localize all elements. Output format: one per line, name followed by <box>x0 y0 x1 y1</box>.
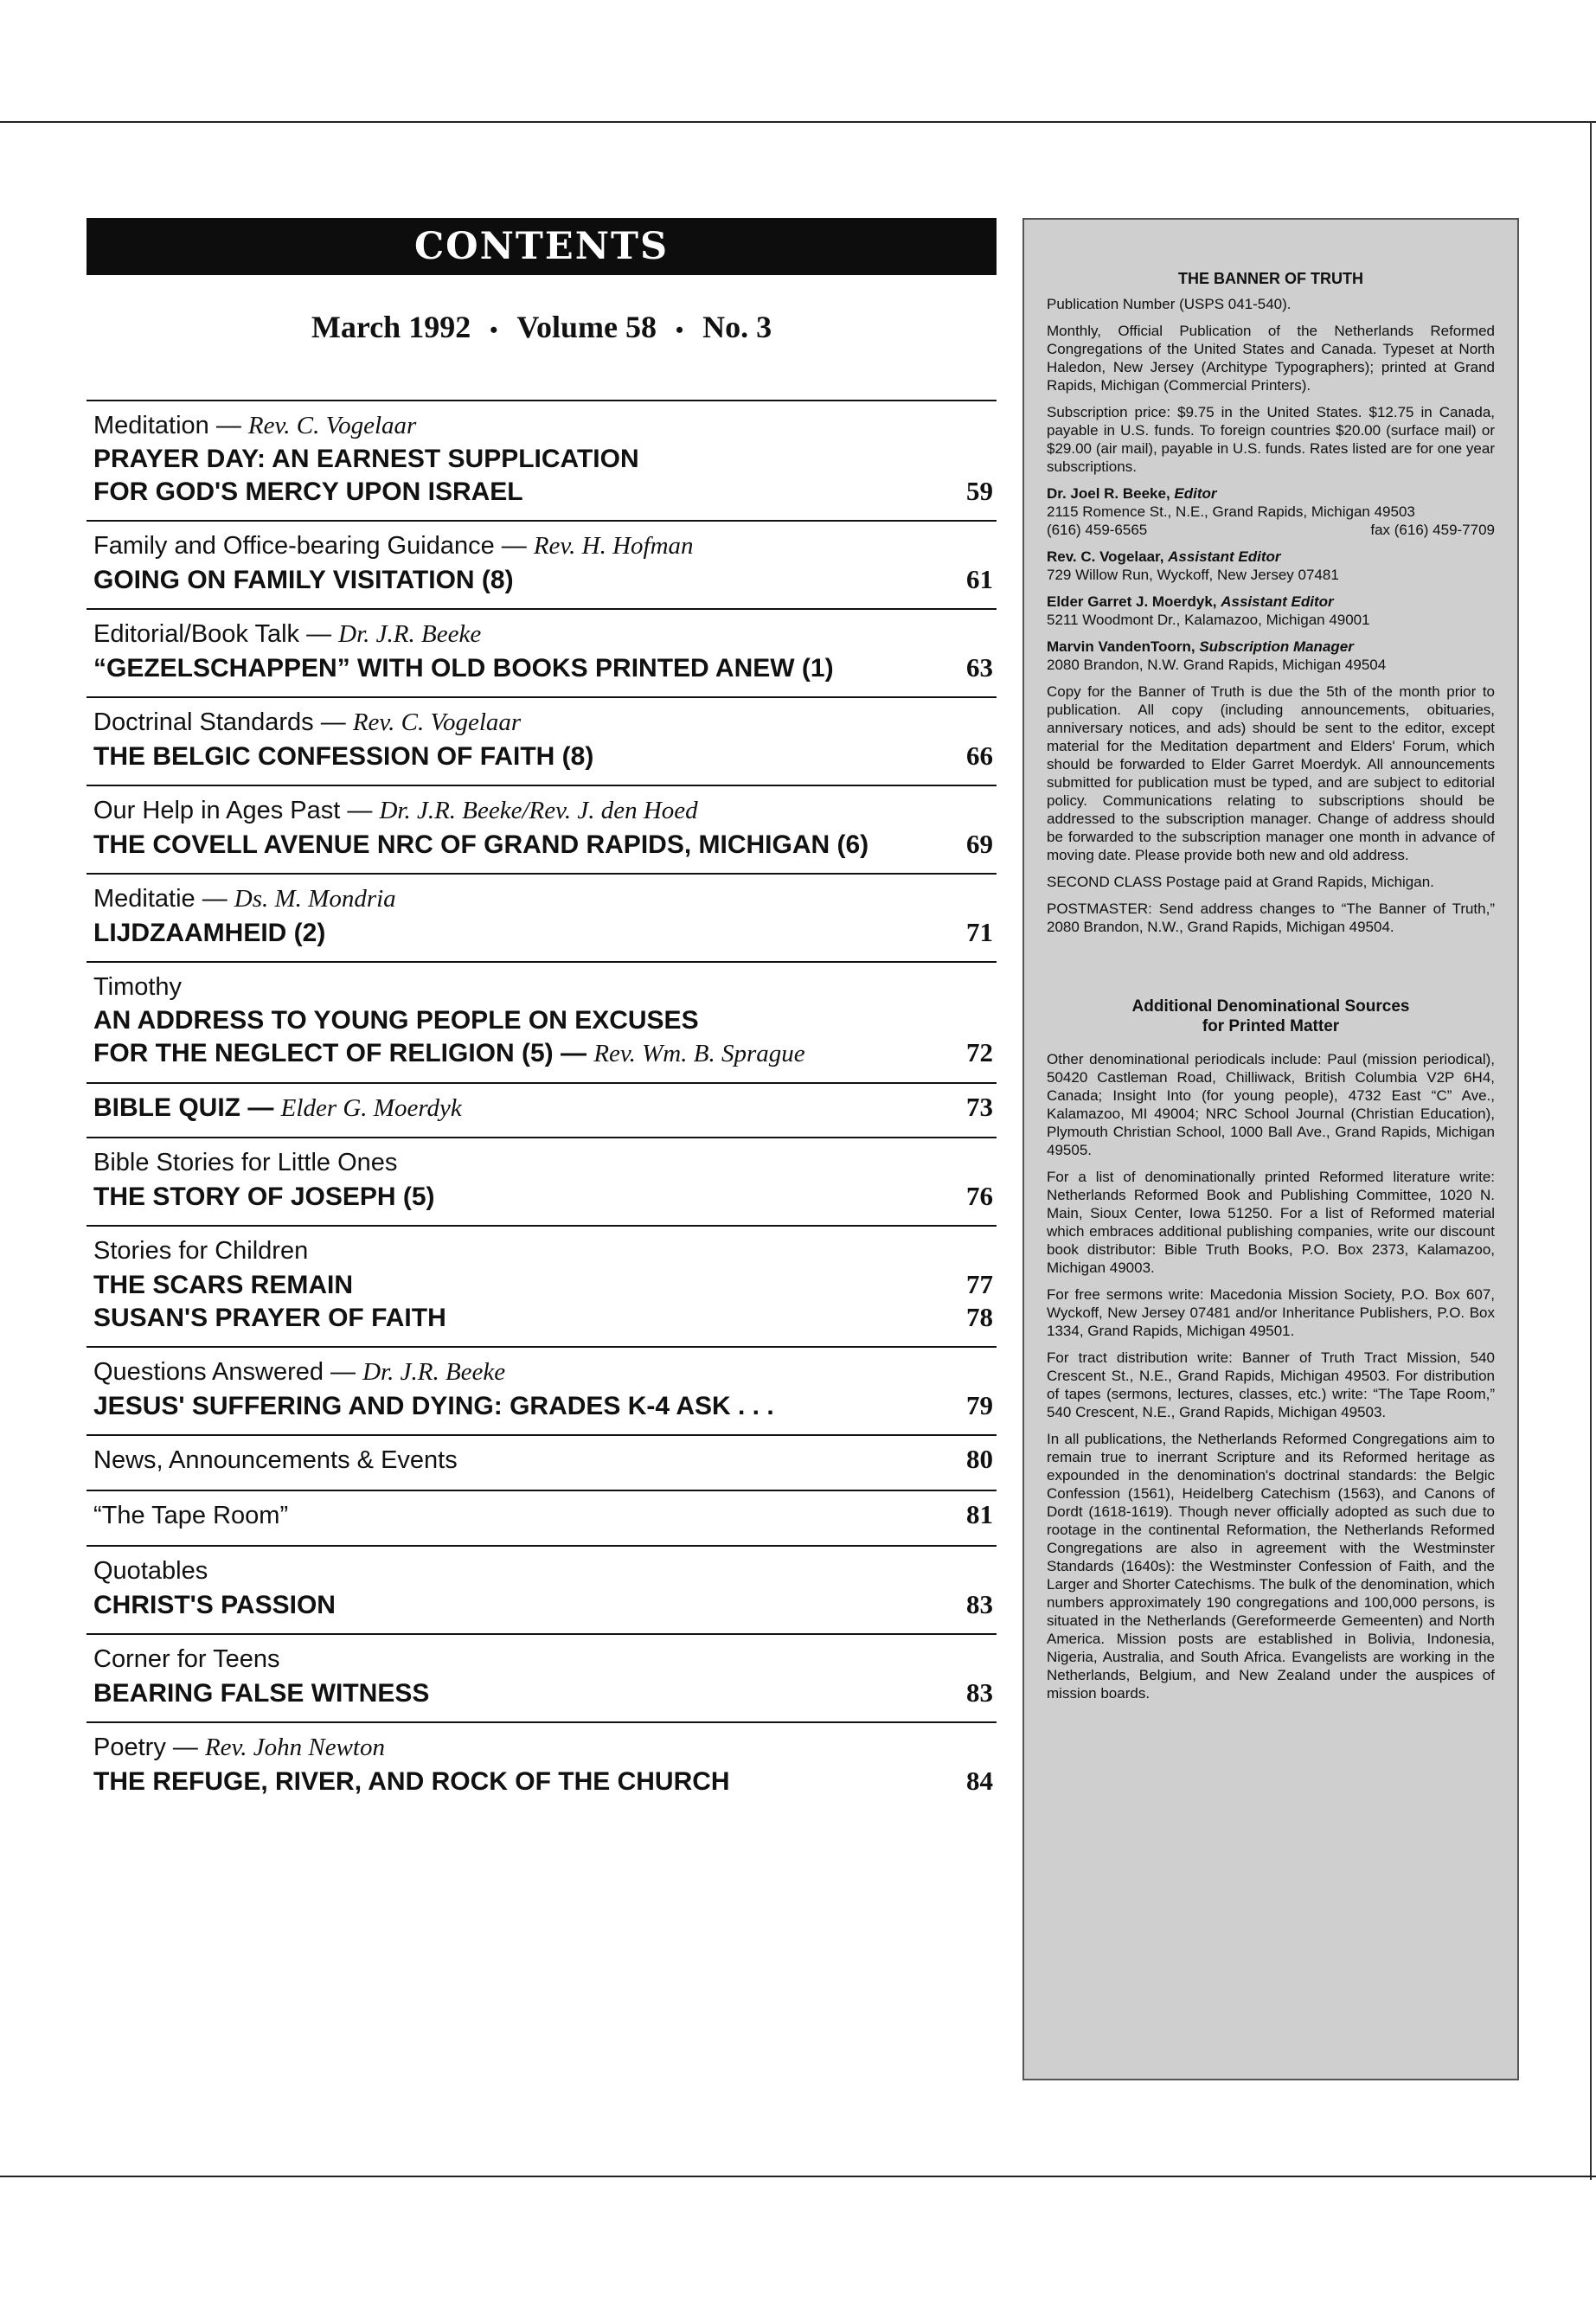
toc-entry[interactable] <box>87 1082 997 1125</box>
toc-page: 79 <box>966 1390 993 1420</box>
editor-name: Dr. Joel R. Beeke, <box>1047 485 1175 502</box>
toc-entry[interactable] <box>87 1434 997 1477</box>
toc-author: Rev. H. Hofman <box>533 532 694 560</box>
toc-entry[interactable] <box>87 696 997 772</box>
assistant-editor-role: Assistant Editor <box>1221 593 1334 610</box>
copy-policy: Copy for the Banner of Truth is due the 5th of the month prior to publication. All copy (including announcements, obituaries, anniversary notices, and ads) should be sent to the editor, except material for the Meditation department and Elders' Forum, which should be forwarded to Elder Garret Moerdyk. All announcements submitted for publication must be typed, and are subject to editorial policy. Communications relating to subscriptions should be addressed to the subscription manager. Change of address should be forwarded to the subscription manager one month in advance of moving date. Please provide both new and old address. <box>1047 683 1495 863</box>
toc-entry[interactable] <box>87 1225 997 1334</box>
toc-page: 81 <box>966 1499 993 1529</box>
toc-title: FOR THE NEGLECT OF RELIGION (5) — Rev. Wm. B. Sprague <box>93 1039 805 1067</box>
masthead-sidebar <box>1022 218 1519 2080</box>
toc-author: Rev. Wm. B. Sprague <box>593 1040 805 1067</box>
toc-page: 83 <box>966 1589 993 1619</box>
toc-title: SUSAN'S PRAYER OF FAITH <box>93 1304 446 1332</box>
tracts-note: For tract distribution write: Banner of Truth Tract Mission, 540 Crescent St., N.E., Grand Rapids, Michigan 49503. For distribution of tapes (sermons, lectures, classes, etc.) write: “The Tape Room,” 540 Crescent, N.E., Grand Rapids, Michigan 49503. <box>1047 1349 1495 1420</box>
toc-entry[interactable] <box>87 1721 997 1798</box>
toc-entry[interactable] <box>87 1137 997 1213</box>
toc-category: “The Tape Room” <box>93 1502 289 1529</box>
assistant-editor-role: Assistant Editor <box>1168 548 1281 565</box>
toc-page: 76 <box>966 1181 993 1211</box>
postage-note: SECOND CLASS Postage paid at Grand Rapids, Michigan. <box>1047 874 1434 890</box>
toc-category: Quotables <box>93 1557 208 1585</box>
toc-category: Corner for Teens <box>93 1645 280 1673</box>
subscription-price: Subscription price: $9.75 in the United States. $12.75 in Canada, payable in U.S. funds. To foreign countries $20.00 (surface mail) or $29.00 (air mail), payable in U.S. funds. Rates listed are for one year subscriptions. <box>1047 404 1495 475</box>
toc-category: News, Announcements & Events <box>93 1446 458 1474</box>
toc-page: 84 <box>966 1766 993 1796</box>
toc-author: Dr. J.R. Beeke <box>362 1358 506 1386</box>
toc-page: 80 <box>966 1444 993 1474</box>
toc-entry[interactable] <box>87 1633 997 1709</box>
toc-title: GOING ON FAMILY VISITATION (8) <box>93 566 514 594</box>
subscription-manager-name: Marvin VandenToorn, <box>1047 638 1200 655</box>
assistant-editor-address: 729 Willow Run, Wyckoff, New Jersey 07481 <box>1047 567 1339 583</box>
toc-entry[interactable] <box>87 608 997 684</box>
toc-title: “GEZELSCHAPPEN” WITH OLD BOOKS PRINTED ANEW (1) <box>93 654 834 683</box>
table-of-contents <box>87 400 997 1798</box>
toc-page: 78 <box>966 1302 993 1332</box>
doctrinal-standards-note: In all publications, the Netherlands Reformed Congregations aim to remain true to inerrant Scripture and its Reformed heritage as expounded in the denomination's doctrinal standards: the Belgic Confession (1561), Heidelberg Catechism (1563), and Canons of Dordt (1618-1619). Though never officially adopted as such due to rootage in the continental Reformation, the Netherlands Reformed Congregations are also in agreement with the Westminster Standards (1640s): the Westminster Confession of Faith, and the Larger and Shorter Catechisms. The bulk of the denomination, which numbers approximately 190 congregations and 100,000 persons, is situated in the Netherlands (Gereformeerde Gemeenten) and North America. Mission posts are established in Bolivia, Indonesia, Nigeria, Australia, and South Africa. Evangelists are working in the Netherlands, Belgium, and New Zealand under the auspices of mission boards. <box>1047 1431 1495 1702</box>
toc-page: 72 <box>966 1037 993 1067</box>
toc-page: 73 <box>966 1092 993 1122</box>
sermons-note: For free sermons write: Macedonia Mission Society, P.O. Box 607, Wyckoff, New Jersey 07481 and/or Inheritance Publishers, P.O. Box 1334, Grand Rapids, Michigan 49501. <box>1047 1286 1495 1339</box>
toc-author: Rev. C. Vogelaar <box>352 708 522 736</box>
toc-title: AN ADDRESS TO YOUNG PEOPLE ON EXCUSES <box>93 1006 699 1035</box>
page-border-bottom <box>0 2176 1596 2177</box>
toc-page: 77 <box>966 1269 993 1299</box>
toc-title: PRAYER DAY: AN EARNEST SUPPLICATION <box>93 445 639 473</box>
toc-page: 61 <box>966 564 993 594</box>
toc-title: BEARING FALSE WITNESS <box>93 1679 430 1708</box>
toc-title: LIJDZAAMHEID (2) <box>93 919 326 947</box>
publication-number: Publication Number (USPS 041-540). <box>1047 296 1292 312</box>
editor-phone: (616) 459-6565 <box>1047 522 1148 538</box>
toc-category: Timothy <box>93 973 183 1001</box>
assistant-editor-block <box>1047 548 1495 584</box>
subscription-manager-role: Subscription Manager <box>1199 638 1354 655</box>
toc-page: 69 <box>966 829 993 859</box>
toc-category: Doctrinal Standards — Rev. C. Vogelaar <box>93 708 522 736</box>
assistant-editor-block <box>1047 593 1495 629</box>
toc-page: 71 <box>966 917 993 947</box>
toc-entry[interactable] <box>87 1545 997 1621</box>
subscription-manager-block <box>1047 638 1495 674</box>
toc-title: THE SCARS REMAIN <box>93 1271 354 1299</box>
toc-author: Rev. C. Vogelaar <box>247 412 417 439</box>
assistant-editor-name: Rev. C. Vogelaar, <box>1047 548 1169 565</box>
bullet-icon: • <box>676 317 684 343</box>
assistant-editor-address: 5211 Woodmont Dr., Kalamazoo, Michigan 49001 <box>1047 612 1370 628</box>
assistant-editor-name: Elder Garret J. Moerdyk, <box>1047 593 1221 610</box>
toc-category: Editorial/Book Talk — Dr. J.R. Beeke <box>93 620 482 648</box>
literature-note: For a list of denominationally printed Reformed literature write: Netherlands Reformed Book and Publishing Committee, 1020 N. Main, Sioux Center, Iowa 51250. For a list of Reformed material which embraces additional publishing companies, write our discount book distributor: Bible Truth Books, P.O. Box 2373, Kalamazoo, Michigan 49003. <box>1047 1169 1495 1276</box>
toc-category: Meditation — Rev. C. Vogelaar <box>93 412 417 439</box>
toc-page: 59 <box>966 476 993 506</box>
toc-category: Meditatie — Ds. M. Mondria <box>93 885 396 913</box>
issue-number: No. 3 <box>702 310 772 344</box>
toc-title: FOR GOD'S MERCY UPON ISRAEL <box>93 478 523 506</box>
toc-author: Ds. M. Mondria <box>234 885 396 913</box>
issue-volume: Volume 58 <box>516 310 657 344</box>
toc-page: 66 <box>966 740 993 771</box>
toc-author: Dr. J.R. Beeke/Rev. J. den Hoed <box>379 797 698 824</box>
toc-category: Family and Office-bearing Guidance — Rev. H. Hofman <box>93 532 694 560</box>
publication-info: Monthly, Official Publication of the Netherlands Reformed Congregations of the United States and Canada. Typeset at North Haledon, New Jersey (Architype Typographers); printed at Grand Rapids, Michigan (Commercial Printers). <box>1047 323 1495 394</box>
editor-address: 2115 Romence St., N.E., Grand Rapids, Michigan 49503 <box>1047 503 1415 520</box>
toc-entry[interactable] <box>87 400 997 508</box>
toc-entry[interactable] <box>87 873 997 949</box>
subscription-manager-address: 2080 Brandon, N.W. Grand Rapids, Michigan 49504 <box>1047 657 1387 673</box>
toc-category: Stories for Children <box>93 1237 309 1265</box>
toc-title: THE BELGIC CONFESSION OF FAITH (8) <box>93 742 594 771</box>
toc-entry[interactable] <box>87 1490 997 1533</box>
contents-column <box>87 218 997 1810</box>
page-border-top <box>0 121 1596 123</box>
contents-title: CONTENTS <box>87 218 997 275</box>
toc-author: Rev. John Newton <box>204 1734 385 1761</box>
toc-category: Bible Stories for Little Ones <box>93 1149 398 1176</box>
editor-fax: fax (616) 459-7709 <box>1370 522 1495 538</box>
toc-category: Questions Answered — Dr. J.R. Beeke <box>93 1358 506 1386</box>
toc-title: JESUS' SUFFERING AND DYING: GRADES K-4 ASK . . . <box>93 1392 774 1420</box>
toc-title: BIBLE QUIZ — Elder G. Moerdyk <box>93 1093 462 1122</box>
toc-title: CHRIST'S PASSION <box>93 1591 336 1619</box>
toc-author: Elder G. Moerdyk <box>280 1094 462 1122</box>
bullet-icon: • <box>490 317 498 343</box>
page-border-right <box>1590 121 1592 2180</box>
toc-page: 63 <box>966 652 993 683</box>
toc-entry[interactable] <box>87 520 997 596</box>
toc-category: Poetry — Rev. John Newton <box>93 1734 385 1761</box>
toc-page: 83 <box>966 1677 993 1708</box>
toc-title: THE REFUGE, RIVER, AND ROCK OF THE CHURCH <box>93 1767 730 1796</box>
editor-role: Editor <box>1174 485 1217 502</box>
sources-heading: Additional Denominational Sources for Printed Matter <box>1131 997 1410 1035</box>
toc-author: Dr. J.R. Beeke <box>338 620 482 648</box>
toc-category: Our Help in Ages Past — Dr. J.R. Beeke/Rev. J. den Hoed <box>93 797 698 824</box>
postmaster-note: POSTMASTER: Send address changes to “The Banner of Truth,” 2080 Brandon, N.W., Grand Rapids, Michigan 49504. <box>1047 901 1495 935</box>
toc-entry[interactable] <box>87 1346 997 1422</box>
toc-title: THE COVELL AVENUE NRC OF GRAND RAPIDS, MICHIGAN (6) <box>93 830 869 859</box>
toc-entry[interactable] <box>87 785 997 861</box>
toc-title: THE STORY OF JOSEPH (5) <box>93 1183 435 1211</box>
editor-block <box>1047 484 1495 539</box>
periodicals-note: Other denominational periodicals include: Paul (mission periodical), 50420 Castleman Road, Chilliwack, British Columbia V2P 6H4, Canada; Insight Into (for young people), 4732 East “C” Ave., Kalamazoo, MI 49004; NRC School Journal (Christian Education), Plymouth Christian School, 1000 Ball Ave., Grand Rapids, Michigan 49505. <box>1047 1051 1495 1158</box>
issue-month: March 1992 <box>311 310 471 344</box>
issue-line <box>87 304 997 349</box>
toc-entry[interactable] <box>87 961 997 1070</box>
masthead-heading: THE BANNER OF TRUTH <box>1178 270 1363 287</box>
